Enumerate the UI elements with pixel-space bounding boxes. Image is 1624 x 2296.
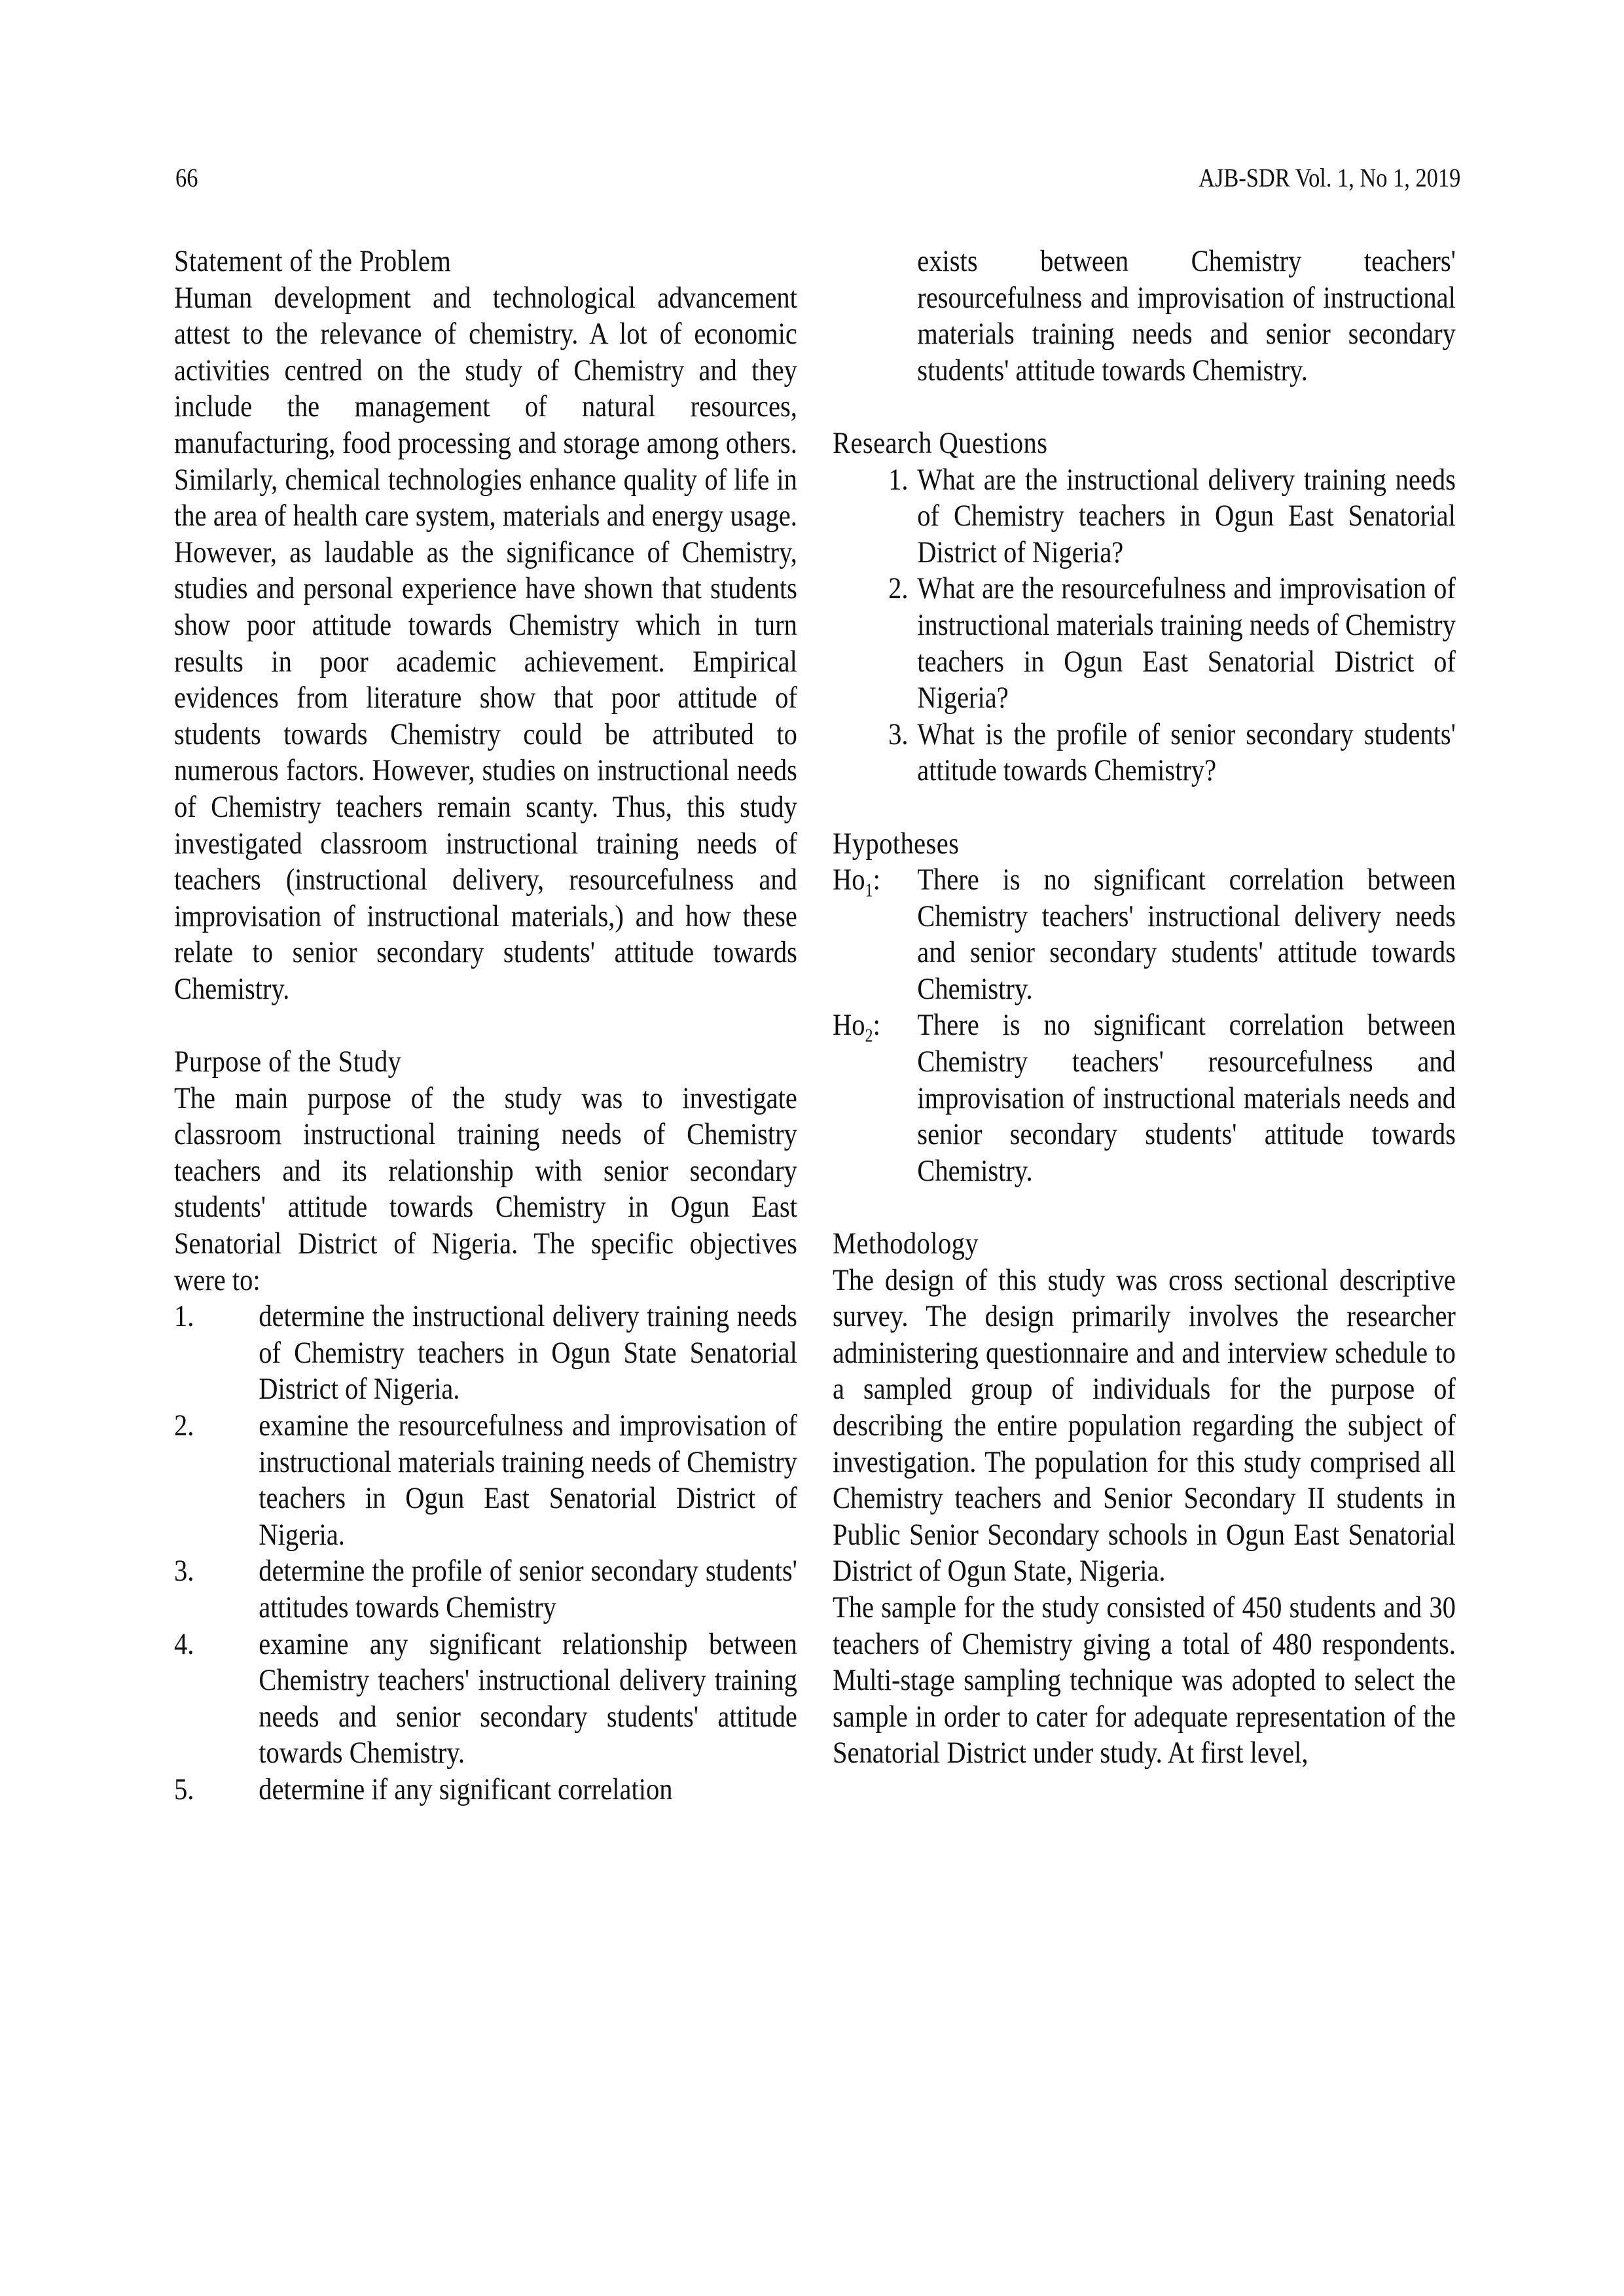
hypothesis-label-colon: : (873, 1008, 880, 1043)
research-question-item (833, 462, 1456, 571)
objective-item (174, 1553, 797, 1626)
hypotheses-heading: Hypotheses (833, 826, 960, 861)
objective-number: 5. (174, 1772, 194, 1806)
research-question-item (833, 571, 1456, 716)
left-column (174, 243, 797, 1808)
statement-of-problem-body: Human development and technological advancement attest to the relevance of chemistry. A lot of economic activities centred on the study of Chemistry and they include the management of natural resources, manufacturing, food processing and storage among others. Similarly, chemical technologies enhance quality of life in the area of health care system, materials and energy usage. However, as laudable as the significance of Chemistry, studies and personal experience have shown that students show poor attitude towards Chemistry which in turn results in poor academic achievement. Empirical evidences from literature show that poor attitude of students towards Chemistry could be attributed to numerous factors. However, studies on instructional needs of Chemistry teachers remain scanty. Thus, this study investigated classroom instructional training needs of teachers (instructional delivery, resourcefulness and improvisation of instructional materials,) and how these relate to senior secondary students' attitude towards Chemistry. (174, 280, 797, 1006)
objective-number: 1. (174, 1299, 194, 1334)
research-question-item (833, 717, 1456, 789)
research-question-text: What are the resourcefulness and improvisation of instructional materials training needs of Chemistry teachers in Ogun East Senatorial District of Nigeria? (917, 571, 1456, 715)
objective-number: 3. (174, 1554, 194, 1588)
hypothesis-text: There is no significant correlation between Chemistry teachers' instructional delivery needs and senior secondary students' attitude towards Chemistry. (917, 863, 1456, 1006)
hypothesis-label (833, 1007, 917, 1189)
objective-text: examine any significant relationship between Chemistry teachers' instructional delivery training needs and senior secondary students' attitude towards Chemistry. (259, 1626, 797, 1770)
methodology-paragraph-2: The sample for the study consisted of 450 students and 30 teachers of Chemistry giving a total of 480 respondents. Multi-stage sampling technique was adopted to select the sample in order to cater for adequate representation of the Senatorial District under study. At first level, (833, 1590, 1456, 1770)
hypothesis-label-base: Ho (833, 863, 865, 897)
hypothesis-label-subscript: 2 (865, 1026, 873, 1047)
purpose-heading: Purpose of the Study (174, 1045, 402, 1079)
research-question-number: 2. (888, 571, 909, 606)
objective-text: determine if any significant correlation (259, 1772, 673, 1806)
hypothesis-item (833, 1007, 1456, 1189)
objective-item (174, 1408, 797, 1553)
research-question-text: What are the instructional delivery training needs of Chemistry teachers in Ogun East Senatorial District of Nigeria? (917, 462, 1456, 569)
statement-of-problem-heading: Statement of the Problem (174, 244, 452, 278)
hypothesis-label (833, 862, 917, 1007)
page-number: 66 (175, 163, 198, 192)
research-question-number: 1. (888, 462, 909, 497)
methodology-paragraph-1: The design of this study was cross sectional descriptive survey. The design primarily involves the researcher administering questionnaire and and interview schedule to a sampled group of individuals for the purpose of describing the entire population regarding the subject of investigation. The population for this study comprised all Chemistry teachers and Senior Secondary II students in Public Senior Secondary schools in Ogun East Senatorial District of Ogun State, Nigeria. (833, 1263, 1456, 1588)
research-question-text: What is the profile of senior secondary students' attitude towards Chemistry? (917, 717, 1456, 788)
objective-number: 4. (174, 1626, 194, 1661)
objective-item (174, 1772, 797, 1808)
objective-text: determine the profile of senior secondary students' attitudes towards Chemistry (259, 1554, 797, 1624)
objective-5-continuation: exists between Chemistry teachers' resourcefulness and improvisation of instructional materials training needs and senior secondary students' attitude towards Chemistry. (917, 244, 1456, 387)
journal-reference: AJB-SDR Vol. 1, No 1, 2019 (1198, 163, 1460, 192)
hypothesis-label-base: Ho (833, 1008, 865, 1043)
research-question-number: 3. (888, 717, 909, 751)
hypothesis-label-colon: : (873, 863, 880, 897)
objective-item (174, 1626, 797, 1772)
objective-item (174, 1299, 797, 1408)
objective-number: 2. (174, 1408, 194, 1443)
objective-text: determine the instructional delivery training needs of Chemistry teachers in Ogun State Senatorial District of Nigeria. (259, 1299, 797, 1407)
hypothesis-text: There is no significant correlation between Chemistry teachers' resourcefulness and improvisation of instructional materials needs and senior secondary students' attitude towards Chemistry. (917, 1008, 1456, 1188)
methodology-heading: Methodology (833, 1227, 979, 1261)
purpose-body: The main purpose of the study was to investigate classroom instructional training needs of Chemistry teachers and its relationship with senior secondary students' attitude towards Chemistry in Ogun East Senatorial District of Nigeria. The specific objectives were to: (174, 1081, 797, 1297)
research-questions-heading: Research Questions (833, 425, 1048, 460)
hypothesis-label-subscript: 1 (865, 880, 873, 901)
right-column (833, 243, 1456, 1772)
hypothesis-item (833, 862, 1456, 1007)
objective-text: examine the resourcefulness and improvisation of instructional materials training needs of Chemistry teachers in Ogun East Senatorial District of Nigeria. (259, 1408, 797, 1552)
